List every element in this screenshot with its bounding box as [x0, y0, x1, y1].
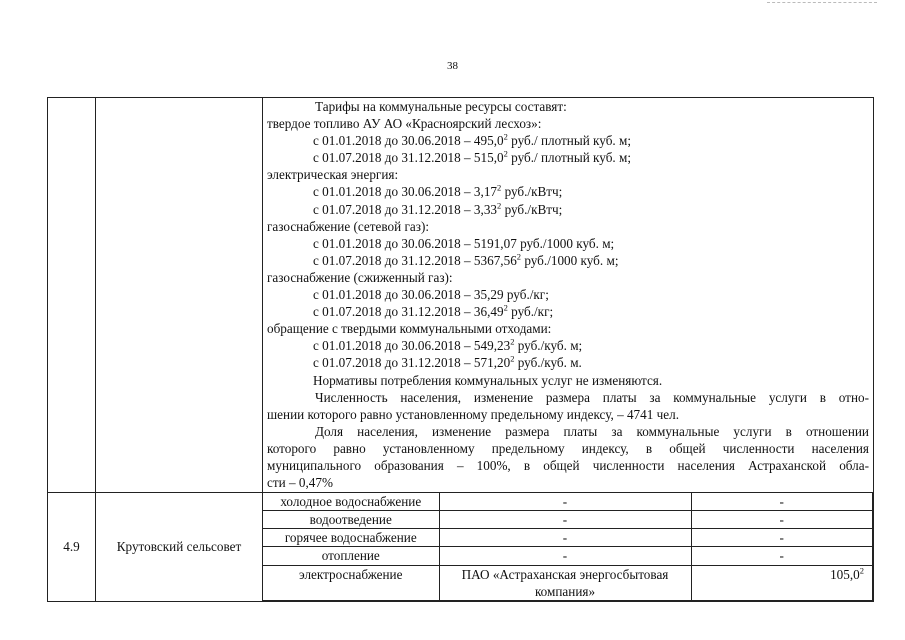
share-text-line-2: которого равно установленному предельному индексу, в общей численности населения [267, 440, 869, 456]
tariff-line: с 01.07.2018 до 31.12.2018 – 571,20$^2$ руб./куб. м. [313, 354, 582, 371]
cell-empty-number [48, 98, 96, 493]
row-number: 4.9 [48, 493, 96, 602]
service-name: отопление [263, 547, 439, 565]
service-row [263, 565, 873, 600]
tariff-line: с 01.01.2018 до 30.06.2018 – 495,0$^2$ руб./ плотный куб. м; [313, 131, 632, 149]
service-name: электроснабжение [263, 565, 439, 600]
service-value: - [691, 529, 873, 547]
tariff-line: с 01.07.2018 до 31.12.2018 – 3,33$^2$ руб./кВтч; [313, 200, 563, 217]
tariff-table [47, 97, 874, 602]
tariff-line: с 01.07.2018 до 31.12.2018 – 36,49$^2$ руб./кг; [313, 302, 554, 320]
service-value: - [691, 511, 873, 529]
population-text-line-2: шении которого равно установленному предельному индексу, – 4741 чел. [267, 406, 680, 422]
population-text-line-1: Численность населения, изменение размера платы за коммунальные услуги в отно- [315, 389, 869, 405]
share-text-line-1: Доля населения, изменение размера платы за коммунальные услуги в отношении [315, 423, 869, 439]
tariff-line: с 01.01.2018 до 30.06.2018 – 549,23$^2$ руб./куб. м; [313, 336, 583, 354]
cell-empty-name [96, 98, 263, 493]
scan-artifact-marks [767, 2, 877, 6]
tariff-line: с 01.01.2018 до 30.06.2018 – 5191,07 руб./1000 куб. м; [313, 235, 615, 251]
share-text-line-3: муниципального образования – 100%, в общей численности населения Астраханской обла- [267, 457, 869, 473]
service-provider: - [439, 511, 691, 529]
section-title: электрическая энергия: [267, 167, 399, 183]
tariff-line: с 01.01.2018 до 30.06.2018 – 3,17$^2$ руб./кВтч; [313, 183, 563, 200]
service-row [263, 529, 873, 547]
section-title: твердое топливо АУ АО «Красноярский лесхоз»: [267, 116, 542, 132]
services-cell [263, 493, 874, 602]
service-value: - [691, 493, 873, 511]
service-name: горячее водоснабжение [263, 529, 439, 547]
service-value: 105,0$^2$ [691, 565, 873, 600]
service-row [263, 511, 873, 529]
service-provider: - [439, 493, 691, 511]
service-provider: - [439, 547, 691, 565]
share-text-line-4: сти – 0,47% [267, 475, 333, 491]
service-row [263, 547, 873, 565]
section-title: обращение с твердыми коммунальными отходами: [267, 321, 552, 337]
table-row-4-9 [48, 493, 874, 602]
tariff-line: с 01.07.2018 до 31.12.2018 – 515,0$^2$ руб./ плотный куб. м; [313, 148, 632, 166]
service-name: водоотведение [263, 511, 439, 529]
page-number: 38 [447, 60, 458, 72]
municipality-name: Крутовский сельсовет [96, 493, 263, 602]
services-table [263, 493, 873, 601]
section-title: газоснабжение (сетевой газ): [267, 218, 430, 234]
tariff-line: с 01.01.2018 до 30.06.2018 – 35,29 руб./кг; [313, 287, 549, 303]
normatives-text: Нормативы потребления коммунальных услуг не изменяются. [313, 372, 663, 388]
tariff-line: с 01.07.2018 до 31.12.2018 – 5367,56$^2$ руб./1000 куб. м; [313, 251, 619, 268]
tariff-description-cell [263, 98, 874, 493]
section-title: газоснабжение (сжиженный газ): [267, 269, 453, 285]
service-provider: - [439, 529, 691, 547]
service-name: холодное водоснабжение [263, 493, 439, 511]
service-row [263, 493, 873, 511]
service-value: - [691, 547, 873, 565]
service-provider: ПАО «Астраханская энергосбытовая компания» [439, 565, 691, 600]
tariff-heading: Тарифы на коммунальные ресурсы составят: [315, 99, 567, 114]
table-row-continuation [48, 98, 874, 493]
